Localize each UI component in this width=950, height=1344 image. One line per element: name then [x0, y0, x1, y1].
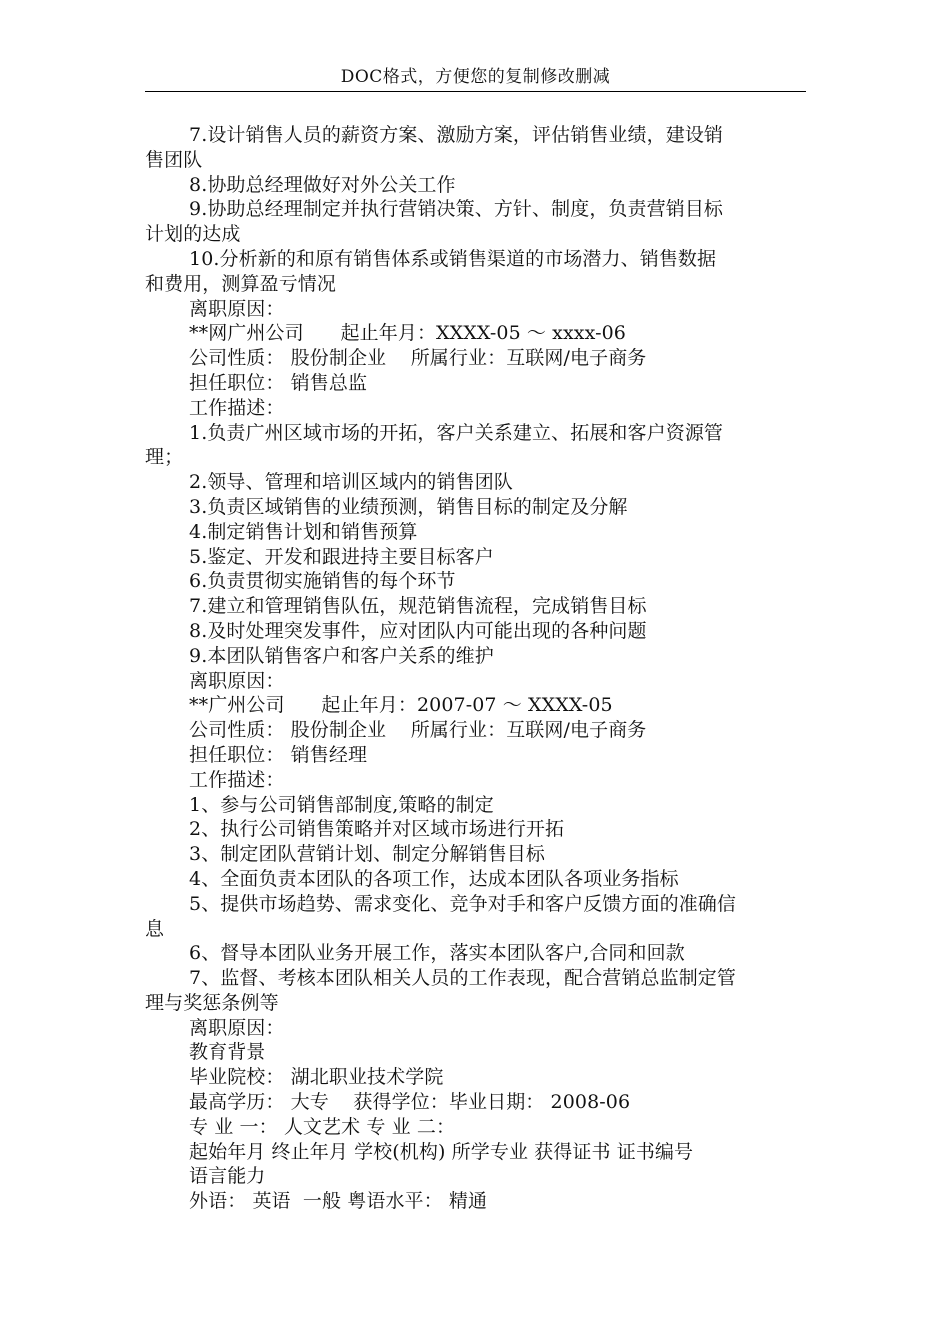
text-line: 10.分析新的和原有销售体系或销售渠道的市场潜力、销售数据: [189, 247, 717, 270]
text-line: 公司性质： 股份制企业 所属行业：互联网/电子商务: [189, 719, 647, 742]
text-line: 毕业院校： 湖北职业技术学院: [189, 1066, 444, 1089]
text-line: 8.及时处理突发事件，应对团队内可能出现的各种问题: [189, 619, 647, 642]
text-line: 息: [145, 917, 165, 940]
document-body: [145, 123, 806, 1214]
text-line: 2、执行公司销售策略并对区域市场进行开拓: [189, 818, 565, 841]
text-line: 7、监督、考核本团队相关人员的工作表现，配合营销总监制定管: [189, 967, 736, 990]
text-line: 计划的达成: [145, 223, 241, 246]
text-line: 8.协助总经理做好对外公关工作: [189, 173, 456, 196]
text-line: 1、参与公司销售部制度,策略的制定: [189, 793, 494, 816]
text-line: 公司性质： 股份制企业 所属行业：互联网/电子商务: [189, 347, 647, 370]
page-header: [145, 64, 806, 91]
text-line: 理与奖惩条例等: [145, 991, 279, 1014]
text-line: 3.负责区域销售的业绩预测，销售目标的制定及分解: [189, 495, 628, 518]
text-line: 教育背景: [189, 1041, 266, 1064]
text-line: 语言能力: [189, 1165, 266, 1188]
text-line: 1.负责广州区域市场的开拓，客户关系建立、拓展和客户资源管: [189, 421, 724, 444]
text-line: 工作描述：: [189, 396, 285, 419]
text-line: 6、督导本团队业务开展工作，落实本团队客户,合同和回款: [189, 942, 685, 965]
text-line: 2.领导、管理和培训区域内的销售团队: [189, 471, 513, 494]
text-line: 售团队: [145, 148, 203, 171]
text-line: **网广州公司 起止年月：XXXX-05 ～ xxxx-06: [189, 322, 626, 345]
text-line: 4.制定销售计划和销售预算: [189, 520, 418, 543]
text-line: 离职原因：: [189, 669, 285, 692]
text-line: 担任职位： 销售经理: [189, 743, 368, 766]
text-line: 和费用，测算盈亏情况: [145, 272, 337, 295]
text-line: 3、制定团队营销计划、制定分解销售目标: [189, 843, 545, 866]
header-text: DOC格式，方便您的复制修改删减: [340, 67, 611, 87]
text-line: 起始年月 终止年月 学校(机构) 所学专业 获得证书 证书编号: [189, 1140, 694, 1163]
text-line: 最高学历： 大专 获得学位：毕业日期： 2008-06: [189, 1091, 631, 1114]
text-line: 5、提供市场趋势、需求变化、竞争对手和客户反馈方面的准确信: [189, 892, 736, 915]
text-line: 6.负责贯彻实施销售的每个环节: [189, 570, 456, 593]
text-line: 离职原因：: [189, 297, 285, 320]
header-divider: [145, 91, 806, 92]
text-line: 离职原因：: [189, 1016, 285, 1039]
text-line: 外语： 英语 一般 粤语水平： 精通: [189, 1190, 488, 1213]
text-line: 5.鉴定、开发和跟进持主要目标客户: [189, 545, 494, 568]
text-line: **广州公司 起止年月：2007-07 ～ XXXX-05: [189, 694, 613, 717]
text-line: 工作描述：: [189, 768, 285, 791]
text-line: 9.协助总经理制定并执行营销决策、方针、制度，负责营销目标: [189, 198, 724, 221]
text-line: 理；: [145, 446, 184, 469]
text-line: 9.本团队销售客户和客户关系的维护: [189, 644, 494, 667]
text-line: 担任职位： 销售总监: [189, 371, 368, 394]
text-line: 4、全面负责本团队的各项工作，达成本团队各项业务指标: [189, 867, 679, 890]
text-line: 7.设计销售人员的薪资方案、激励方案，评估销售业绩，建设销: [189, 124, 724, 146]
text-line: 7.建立和管理销售队伍，规范销售流程，完成销售目标: [189, 595, 647, 618]
text-line: 专 业 一： 人文艺术 专 业 二：: [189, 1115, 456, 1138]
